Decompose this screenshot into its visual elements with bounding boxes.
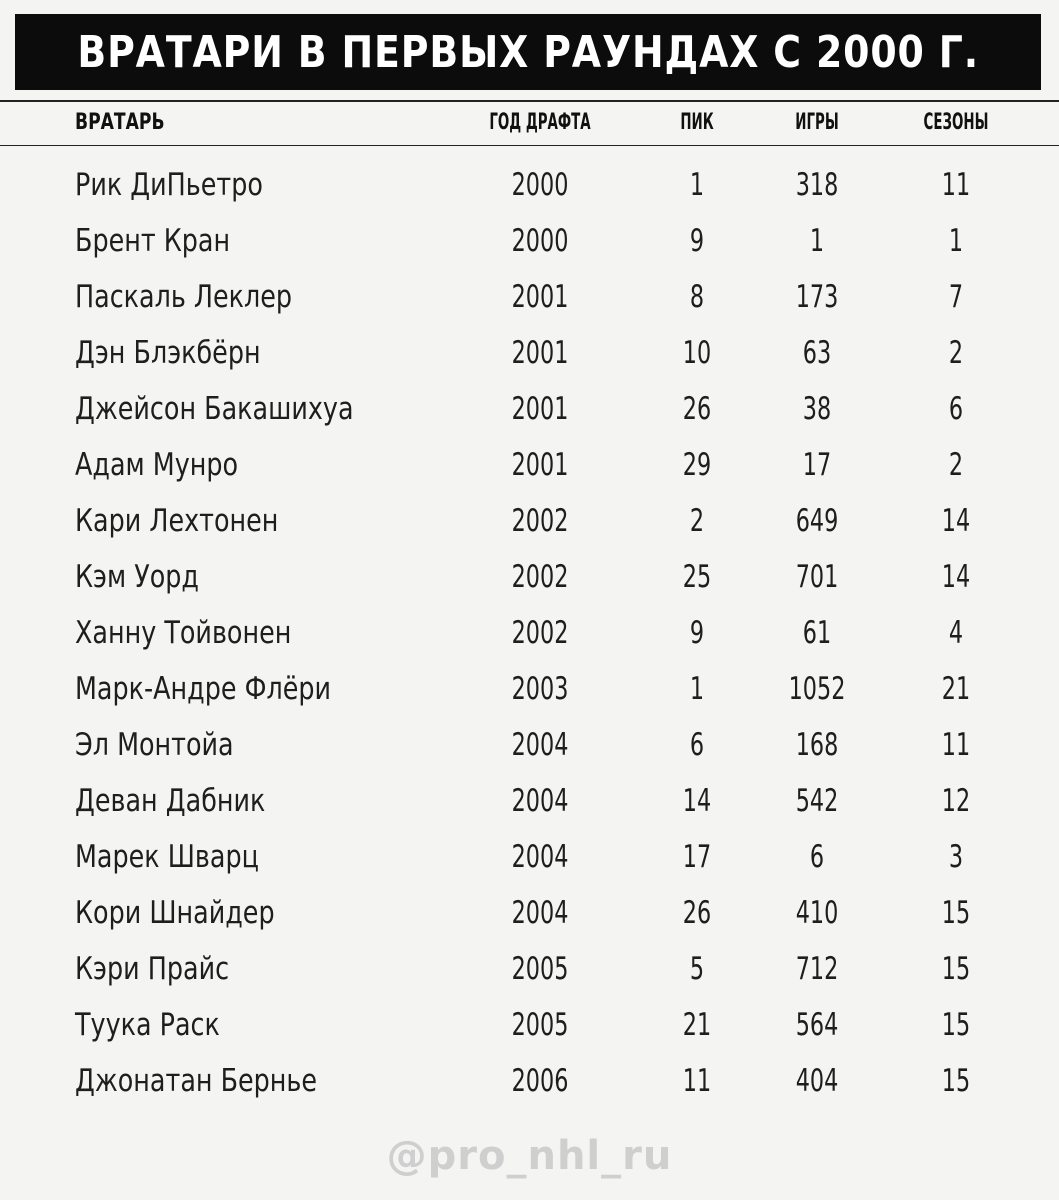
header-top-divider: [0, 100, 1059, 102]
pick-number: 6: [689, 727, 705, 763]
table-row: [0, 213, 1059, 269]
games-played: 173: [795, 279, 839, 315]
games-played: 318: [795, 167, 839, 203]
games-played: 61: [802, 615, 832, 651]
games-played: 404: [795, 1063, 839, 1099]
pick-number: 26: [682, 895, 712, 931]
goalie-name: [75, 885, 318, 941]
goalie-name: [75, 773, 307, 829]
draft-year: 2004: [511, 783, 569, 819]
draft-year: 2001: [511, 447, 569, 483]
games-played: 1: [809, 223, 825, 259]
table-row: [0, 605, 1059, 661]
seasons-played: 3: [948, 839, 964, 875]
seasons-played: 4: [948, 615, 964, 651]
draft-year: 2001: [511, 391, 569, 427]
goalie-name: [75, 941, 263, 997]
seasons-played: 1: [948, 223, 964, 259]
pick-number: 1: [689, 167, 705, 203]
games-played: 712: [795, 951, 839, 987]
goalie-name: [75, 717, 268, 773]
games-played: 410: [795, 895, 839, 931]
draft-year: 2002: [511, 559, 569, 595]
draft-year: 2003: [511, 671, 569, 707]
table-row: [0, 493, 1059, 549]
seasons-played: 2: [948, 447, 964, 483]
header-bottom-divider: [0, 145, 1059, 146]
seasons-played: 7: [948, 279, 964, 315]
seasons-played: 15: [941, 951, 971, 987]
goalie-name-text: Дэн Блэкбёрн: [75, 335, 261, 371]
draft-year: 2004: [511, 839, 569, 875]
games-played: 649: [795, 503, 839, 539]
goalie-name: [75, 549, 226, 605]
draft-year: 2004: [511, 727, 569, 763]
goalie-name: [75, 213, 264, 269]
seasons-played: 15: [941, 1063, 971, 1099]
draft-year: 2001: [511, 279, 569, 315]
column-header-draft-year: ГОД ДРАФТА: [489, 110, 591, 135]
goalie-name-text: Ханну Тойвонен: [75, 615, 292, 651]
draft-year: 2000: [511, 167, 569, 203]
draft-year: 2001: [511, 335, 569, 371]
table-row: [0, 661, 1059, 717]
seasons-played: 15: [941, 1007, 971, 1043]
draft-year: 2006: [511, 1063, 569, 1099]
games-played: 6: [809, 839, 825, 875]
goalie-name-text: Туука Раск: [75, 1007, 220, 1043]
goalie-name-text: Деван Дабник: [75, 783, 266, 819]
draft-year: 2000: [511, 223, 569, 259]
games-played: 701: [795, 559, 839, 595]
table-row: [0, 773, 1059, 829]
games-played: 542: [795, 783, 839, 819]
table-row: [0, 325, 1059, 381]
table-row: [0, 269, 1059, 325]
pick-number: 1: [689, 671, 705, 707]
seasons-played: 11: [941, 167, 971, 203]
pick-number: 25: [682, 559, 712, 595]
goalie-name-text: Кори Шнайдер: [75, 895, 275, 931]
goalie-name: [75, 493, 323, 549]
column-header-pick: ПИК: [680, 110, 714, 135]
goalie-name-text: Кэри Прайс: [75, 951, 230, 987]
seasons-played: 6: [948, 391, 964, 427]
draft-year: 2002: [511, 503, 569, 539]
pick-number: 5: [689, 951, 705, 987]
table-row: [0, 549, 1059, 605]
table-header: [0, 103, 1059, 143]
seasons-played: 11: [941, 727, 971, 763]
games-played: 564: [795, 1007, 839, 1043]
goalie-name-text: Джонатан Бернье: [75, 1063, 318, 1099]
page-title: ВРАТАРИ В ПЕРВЫХ РАУНДАХ С 2000 Г.: [77, 26, 979, 78]
table-row: [0, 1053, 1059, 1109]
table-row: [0, 381, 1059, 437]
table-row: [0, 997, 1059, 1053]
pick-number: 8: [689, 279, 705, 315]
goalie-name: [75, 1053, 370, 1109]
goalie-name: [75, 157, 304, 213]
seasons-played: 15: [941, 895, 971, 931]
title-banner: [15, 14, 1041, 90]
goalie-name-text: Адам Мунро: [75, 447, 239, 483]
games-played: 63: [802, 335, 832, 371]
games-played: 1052: [788, 671, 846, 707]
pick-number: 21: [682, 1007, 712, 1043]
watermark-handle: @pro_nhl_ru: [386, 1133, 673, 1179]
table-row: [0, 717, 1059, 773]
seasons-played: 2: [948, 335, 964, 371]
pick-number: 9: [689, 615, 705, 651]
games-played: 38: [802, 391, 832, 427]
table-row: [0, 941, 1059, 997]
goalie-name: [75, 829, 299, 885]
games-played: 168: [795, 727, 839, 763]
seasons-played: 14: [941, 559, 971, 595]
table-row: [0, 437, 1059, 493]
pick-number: 17: [682, 839, 712, 875]
pick-number: 26: [682, 391, 712, 427]
goalie-name: [75, 437, 274, 493]
goalie-name-text: Рик ДиПьетро: [75, 167, 263, 203]
goalie-name: [75, 325, 301, 381]
pick-number: 14: [682, 783, 712, 819]
draft-year: 2004: [511, 895, 569, 931]
pick-number: 11: [682, 1063, 712, 1099]
games-played: 17: [802, 447, 832, 483]
goalie-name-text: Эл Монтойа: [75, 727, 234, 763]
draft-year: 2002: [511, 615, 569, 651]
seasons-played: 14: [941, 503, 971, 539]
goalie-name: [75, 381, 415, 437]
table-row: [0, 829, 1059, 885]
column-header-goalie: ВРАТАРЬ: [75, 110, 165, 135]
goalie-name: [75, 269, 340, 325]
table-row: [0, 157, 1059, 213]
goalie-name-text: Джейсон Бакашихуа: [75, 391, 354, 427]
goalie-name: [75, 997, 252, 1053]
seasons-played: 21: [941, 671, 971, 707]
column-header-games: ИГРЫ: [795, 110, 839, 135]
draft-year: 2005: [511, 1007, 569, 1043]
goalie-name: [75, 605, 339, 661]
goalie-name-text: Кари Лехтонен: [75, 503, 279, 539]
column-header-seasons: СЕЗОНЫ: [923, 110, 989, 135]
goalie-name-text: Кэм Уорд: [75, 559, 200, 595]
seasons-played: 12: [941, 783, 971, 819]
table-row: [0, 885, 1059, 941]
pick-number: 29: [682, 447, 712, 483]
pick-number: 10: [682, 335, 712, 371]
goalie-name-text: Марек Шварц: [75, 839, 259, 875]
goalie-name-text: Паскаль Леклер: [75, 279, 293, 315]
draft-year: 2005: [511, 951, 569, 987]
goalie-name-text: Марк-Андре Флёри: [75, 671, 332, 707]
goalie-name: [75, 661, 387, 717]
goalie-name-text: Брент Кран: [75, 223, 231, 259]
pick-number: 2: [689, 503, 705, 539]
pick-number: 9: [689, 223, 705, 259]
